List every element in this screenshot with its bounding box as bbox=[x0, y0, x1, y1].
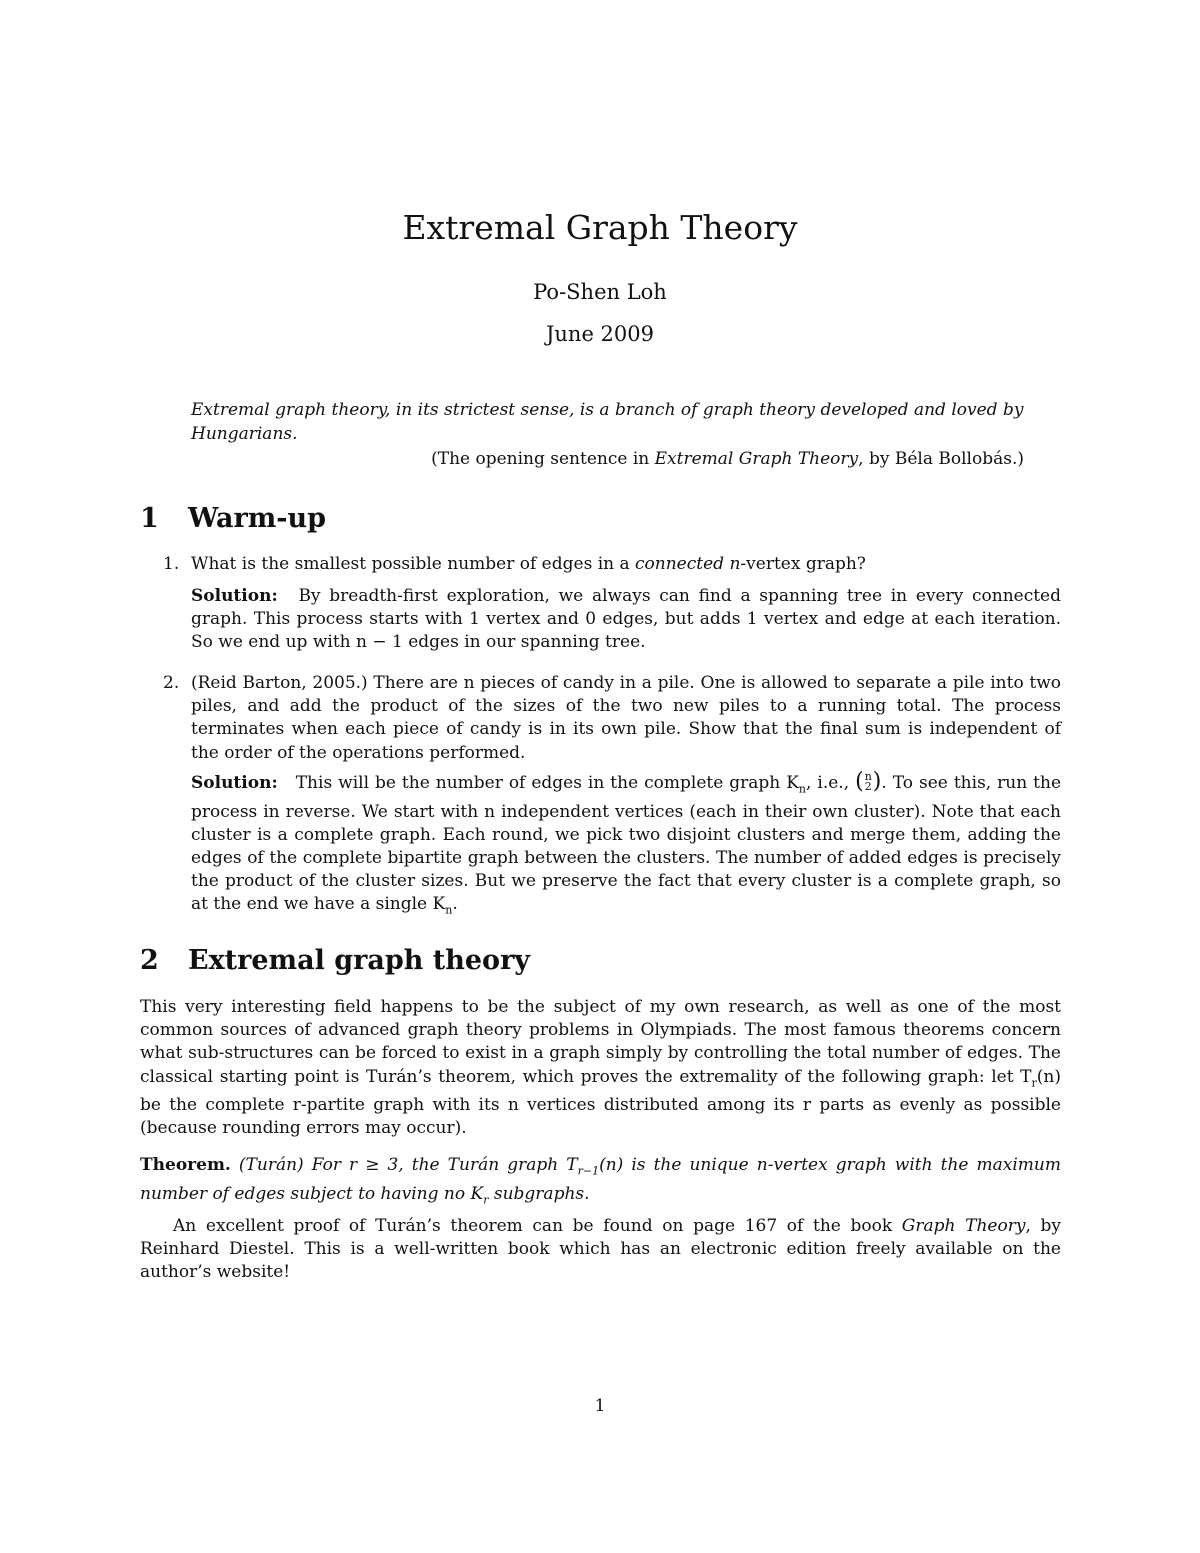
problem-2-question: (Reid Barton, 2005.) There are n pieces of candy in a pile. One is allowed to separate a pile into two piles, and add the product of the sizes of the two new piles to a running total. The process terminates when each piece of candy is in its own pile. Show that the final sum is independent of the order of the operations performed. bbox=[191, 673, 1061, 763]
solution-text: . To see this, run the process in reverse. We start with n independent vertices (each in their own cluster). Note that each cluster is a complete graph. Each round, we pick two disjoint clusters and merge them, adding the edges of the complete bipartite graph between the clusters. The number of added edges is precisely the product of the cluster sizes. But we preserve the fact that every cluster is a complete graph, so at the end we have a single K bbox=[191, 773, 1062, 915]
subscript: r−1 bbox=[577, 1164, 600, 1178]
theorem-statement bbox=[140, 1154, 1061, 1211]
solution-label: Solution: bbox=[191, 586, 278, 606]
paragraph-text-end: on the author’s website! bbox=[140, 1239, 1061, 1283]
solution-text: By breadth-first exploration, we always can find a spanning tree in every connected graph. This process starts with 1 vertex and 0 edges, but adds 1 vertex and edge at each iteration. So we end up with n − 1 edges in our spanning tree. bbox=[191, 586, 1061, 653]
subscript: r bbox=[1031, 1076, 1037, 1089]
book-title: Graph Theory bbox=[901, 1216, 1026, 1236]
subscript: n bbox=[445, 903, 453, 917]
binom-bottom: 2 bbox=[864, 780, 872, 793]
solution-label: Solution: bbox=[191, 773, 278, 793]
body-paragraph bbox=[140, 1215, 1061, 1285]
paper-title: Extremal Graph Theory bbox=[402, 208, 798, 247]
solution-text: , i.e., bbox=[806, 773, 856, 793]
epigraph-quote: Extremal graph theory, in its strictest sense, is a branch of graph theory developed and loved by Hungarians. bbox=[191, 400, 1024, 444]
freely-available-link[interactable]: freely available bbox=[856, 1239, 993, 1260]
paragraph-text: , by Reinhard Diestel. This is a well-written book which has an electronic edition bbox=[140, 1216, 1061, 1260]
paragraph-text: (n) be the complete r-partite graph with its n vertices distributed among its r parts as evenly as possible (because rounding errors may occur). bbox=[140, 1066, 1061, 1139]
binomial-coefficient: ( n 2 ) bbox=[855, 769, 882, 794]
binom-top: n bbox=[864, 770, 872, 783]
problem-1-question bbox=[191, 553, 1061, 576]
question-emphasis: connected n bbox=[635, 554, 741, 574]
paragraph-text: An excellent proof of Turán’s theorem can be found on page 167 of the book bbox=[173, 1216, 902, 1236]
section-number: 1 bbox=[140, 503, 159, 534]
body-paragraph bbox=[140, 996, 1061, 1141]
section-heading-extremal-graph-theory bbox=[140, 945, 530, 976]
problem-2-solution bbox=[191, 771, 1061, 922]
theorem-label: Theorem. bbox=[140, 1155, 231, 1175]
solution-text: This will be the number of edges in the complete graph K bbox=[295, 773, 799, 793]
page-number: 1 bbox=[594, 1396, 606, 1416]
theorem-text-end: subgraphs. bbox=[488, 1183, 590, 1204]
solution-text-end: . bbox=[452, 894, 458, 915]
list-item-number: 1. bbox=[163, 554, 180, 574]
section-number: 2 bbox=[140, 945, 159, 976]
subscript: n bbox=[798, 782, 807, 796]
question-text: What is the smallest possible number of edges in a bbox=[191, 554, 636, 574]
section-title: Extremal graph theory bbox=[188, 945, 530, 976]
author-name: Po-Shen Loh bbox=[533, 280, 667, 304]
section-heading-warm-up bbox=[140, 503, 326, 534]
subscript: r bbox=[483, 1192, 489, 1206]
theorem-text: (Turán) For r ≥ 3, the Turán graph T bbox=[238, 1155, 578, 1175]
epigraph-citation bbox=[191, 447, 1024, 471]
publication-date: June 2009 bbox=[545, 322, 654, 346]
section-title: Warm-up bbox=[188, 503, 326, 534]
question-text-end: -vertex graph? bbox=[740, 554, 866, 574]
list-item-number: 2. bbox=[163, 673, 180, 693]
epigraph-cite-suffix: , by Béla Bollobás.) bbox=[858, 449, 1024, 469]
paragraph-text: This very interesting field happens to be the subject of my own research, as well as one of the most common sources of advanced graph theory problems in Olympiads. The most famous theorems concern what sub-structures can be forced to exist in a graph simply by controlling the total number of edges. The classical starting point is Turán’s theorem, which proves the extremality of the following graph: let T bbox=[140, 997, 1061, 1087]
theorem-text: (n) is the unique n-vertex graph with the maximum number of edges subject to having no K bbox=[140, 1155, 1061, 1204]
problem-1-solution bbox=[191, 585, 1061, 655]
epigraph-cite-prefix: (The opening sentence in bbox=[431, 449, 655, 469]
epigraph-cite-title: Extremal Graph Theory bbox=[654, 449, 859, 469]
